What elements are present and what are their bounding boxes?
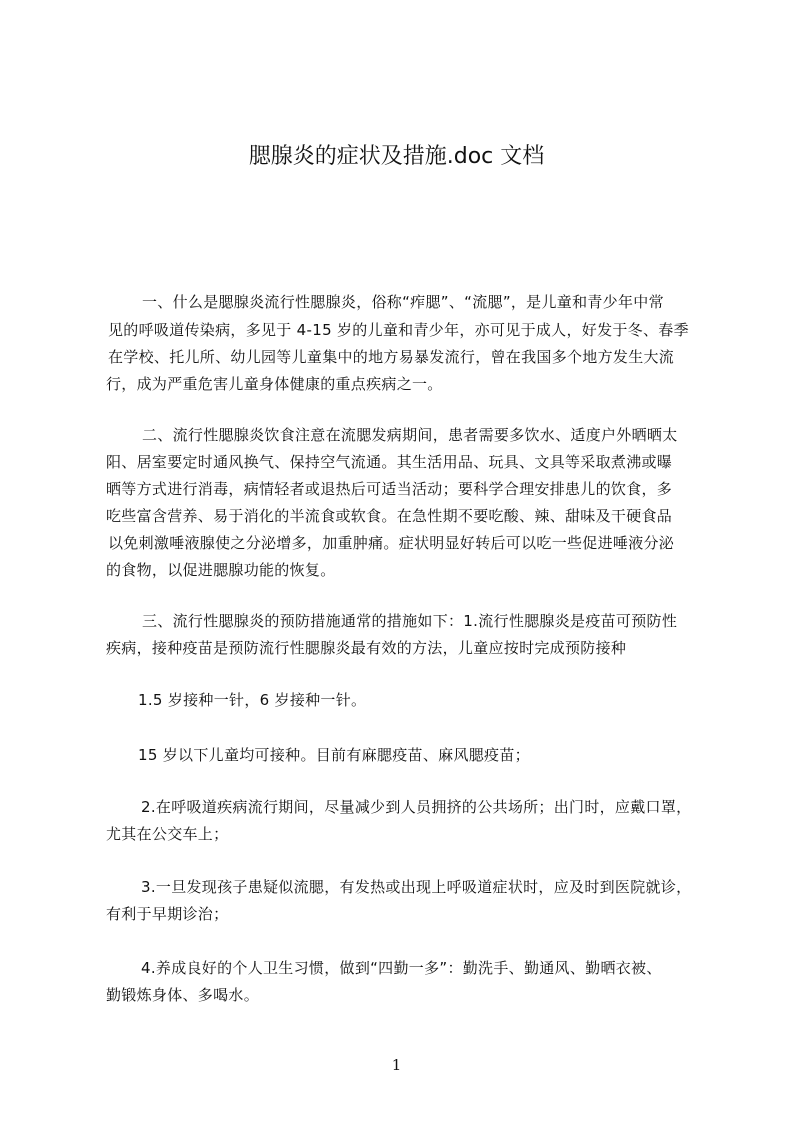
paragraph-2-line-3: 晒等方式进行消毒，病情轻者或退热后可适当活动；要科学合理安排患儿的饮食，多 xyxy=(106,480,673,498)
paragraph-2-line-6: 的食物，以促进腮腺功能的恢复。 xyxy=(106,561,336,579)
paragraph-2-line-5: 以免刺激唾液腺使之分泌增多，加重肿痛。症状明显好转后可以吃一些促进唾液分泌 xyxy=(108,534,675,552)
paragraph-6-line-2: 尤其在公交车上； xyxy=(106,825,229,843)
paragraph-1-line-2: 见的呼吸道传染病，多见于 4-15 岁的儿童和青少年，亦可见于成人，好发于冬、春季 xyxy=(108,321,689,339)
paragraph-2-line-4: 吃些富含营养、易于消化的半流食或软食。在急性期不要吃酸、辣、甜味及干硬食品 xyxy=(106,507,673,525)
paragraph-8-line-2: 勤锻炼身体、多喝水。 xyxy=(106,986,260,1004)
paragraph-7-line-2: 有利于早期诊治； xyxy=(106,905,229,923)
paragraph-1-line-4: 行，成为严重危害儿童身体健康的重点疾病之一。 xyxy=(106,375,443,393)
paragraph-5-line-1: 15 岁以下儿童均可接种。目前有麻腮疫苗、麻风腮疫苗； xyxy=(138,746,530,764)
paragraph-4-line-1: 1.5 岁接种一针，6 岁接种一针。 xyxy=(138,691,367,709)
paragraph-3-line-1: 三、流行性腮腺炎的预防措施通常的措施如下：1.流行性腮腺炎是疫苗可预防性 xyxy=(142,612,678,630)
page-number: 1 xyxy=(391,1056,402,1074)
paragraph-2-line-1: 二、流行性腮腺炎饮食注意在流腮发病期间，患者需要多饮水、适度户外晒晒太 xyxy=(142,426,678,444)
paragraph-7-line-1: 3.一旦发现孩子患疑似流腮，有发热或出现上呼吸道症状时，应及时到医院就诊， xyxy=(141,878,692,896)
document-title: 腮腺炎的症状及措施.doc 文档 xyxy=(248,144,545,169)
paragraph-1-line-1: 一、什么是腮腺炎流行性腮腺炎，俗称“痄腮”、“流腮”，是儿童和青少年中常 xyxy=(142,293,664,311)
paragraph-1-line-3: 在学校、托儿所、幼儿园等儿童集中的地方易暴发流行，曾在我国多个地方发生大流 xyxy=(108,348,675,366)
paragraph-8-line-1: 4.养成良好的个人卫生习惯，做到“四勤一多”：勤洗手、勤通风、勤晒衣被、 xyxy=(141,959,662,977)
paragraph-6-line-1: 2.在呼吸道疾病流行期间，尽量减少到人员拥挤的公共场所；出门时，应戴口罩， xyxy=(141,798,692,816)
paragraph-2-line-2: 阳、居室要定时通风换气、保持空气流通。其生活用品、玩具、文具等采取煮沸或曝 xyxy=(106,453,673,471)
paragraph-3-line-2: 疾病，接种疫苗是预防流行性腮腺炎最有效的方法，儿童应按时完成预防接种 xyxy=(106,639,627,657)
